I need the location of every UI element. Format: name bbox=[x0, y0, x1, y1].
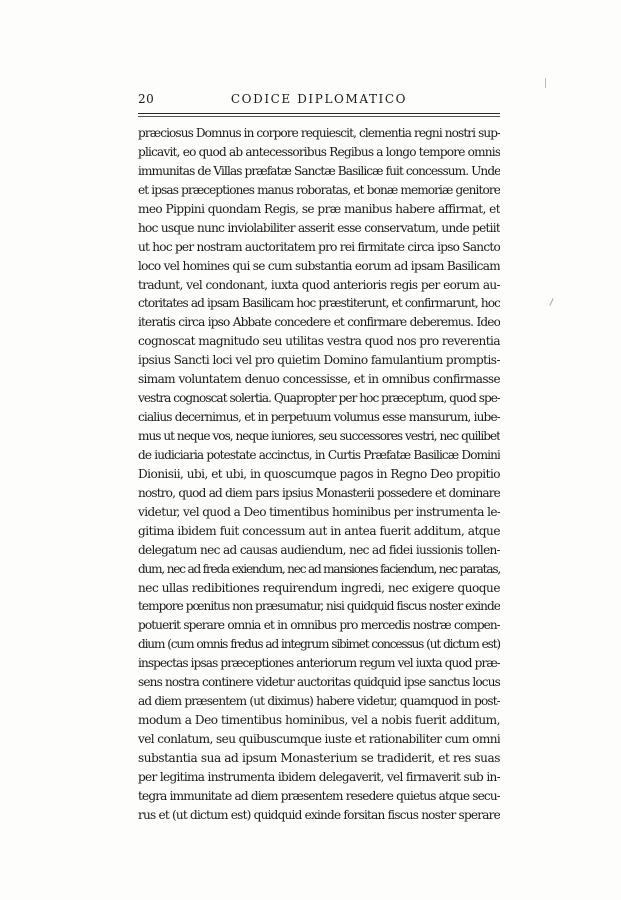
text-line: videtur, vel quod a Deo timentibus hominibus per instrumenta le- bbox=[138, 504, 500, 519]
text-line: tempore pœnitus non præsumatur, nisi quidquid fiscus noster exinde bbox=[138, 599, 500, 614]
text-line: meo Pippini quondam Regis, se præ manibus habere affirmat, et bbox=[138, 201, 500, 216]
text-line: per legitima instrumenta ibidem delegaverit, vel firmaverit sub in- bbox=[138, 769, 500, 784]
text-line: immunitas de Villas præfatæ Sanctæ Basilicæ fuit concessum. Unde bbox=[138, 163, 500, 178]
page-header bbox=[138, 92, 500, 108]
text-line: Dionisii, ubi, et ubi, in quoscumque pagos in Regno Deo propitio bbox=[138, 466, 500, 481]
text-line: ut hoc per nostram auctoritatem pro rei firmitate circa ipso Sancto bbox=[138, 239, 500, 254]
text-line: iteratis circa ipso Abbate concedere et confirmare deberemus. Ideo bbox=[138, 315, 500, 330]
text-line: loco vel homines qui se cum substantia eorum ad ipsam Basilicam bbox=[138, 258, 500, 273]
header-rule bbox=[138, 113, 500, 114]
text-line: vel conlatum, seu quibuscumque iuste et rationabiliter cum omni bbox=[138, 732, 500, 746]
text-line: inspectas ipsas præceptiones anteriorum regum vel iuxta quod præ- bbox=[138, 656, 500, 671]
text-line: tegra immunitate ad diem præsentem resedere quietus atque secu- bbox=[138, 788, 500, 803]
body-text bbox=[138, 124, 500, 825]
text-line: delegatum nec ad causas audiendum, nec ad fidei iussionis tollen- bbox=[138, 542, 500, 557]
text-line: cognoscat magnitudo seu utilitas vestra quod nos pro reverentia bbox=[138, 334, 500, 349]
text-line: cialius decernimus, et in perpetuum volumus esse mansurum, iube- bbox=[138, 410, 500, 425]
page-number: 20 bbox=[138, 92, 155, 106]
text-line: ipsius Sancti loci vel pro quietim Domino famulantium promptis- bbox=[138, 353, 500, 368]
text-line: gitima ibidem fuit concessum aut in antea fuerit additum, atque bbox=[138, 523, 500, 538]
running-title: CODICE DIPLOMATICO bbox=[230, 92, 408, 106]
text-line: substantia sua ad ipsum Monasterium se tradiderit, et res suas bbox=[138, 750, 500, 765]
header-rule-thin bbox=[138, 116, 500, 117]
text-line: simam voluntatem denuo concessisse, et in omnibus confirmasse bbox=[138, 372, 500, 387]
text-line: potuerit sperare omnia et in omnibus pro mercedis nostræ compen- bbox=[138, 618, 500, 633]
text-line: vestra cognoscat solertia. Quapropter per hoc præceptum, quod spe- bbox=[138, 391, 500, 406]
text-line: rus et (ut dictum est) quidquid exinde forsitan fiscus noster sperare bbox=[138, 807, 500, 822]
text-line: tradunt, vel condonant, iuxta quod anterioris regis per eorum au- bbox=[138, 277, 500, 292]
text-line: præciosus Domnus in corpore requiescit, clementia regni nostri sup- bbox=[138, 126, 500, 140]
paper-speck bbox=[545, 78, 546, 88]
text-line: et ipsas præceptiones manus roboratas, et bonæ memoriæ genitore bbox=[138, 182, 500, 197]
text-line: plicavit, eo quod ab antecessoribus Regibus a longo tempore omnis bbox=[138, 144, 500, 159]
text-line: de iudiciaria potestate accinctus, in Curtis Præfatæ Basilicæ Domini bbox=[138, 447, 500, 462]
text-line: mus ut neque vos, neque iuniores, seu successores vestri, nec quilibet bbox=[138, 429, 500, 443]
text-line: modum a Deo timentibus hominibus, vel a nobis fuerit additum, bbox=[138, 713, 500, 728]
text-line: ctoritates ad ipsam Basilicam hoc præstiterunt, et confirmarunt, hoc bbox=[138, 296, 500, 311]
text-line: hoc usque nunc inviolabiliter asserit esse conservatum, unde petiit bbox=[138, 220, 500, 235]
text-line: sens nostra continere videtur auctoritas quidquid ipse sanctus locus bbox=[138, 675, 500, 690]
paper-speck bbox=[549, 298, 553, 306]
text-line: nec ullas redibitiones requirendum ingredi, nec exigere quoque bbox=[138, 580, 500, 595]
text-line: nostro, quod ad diem pars ipsius Monasterii possedere et dominare bbox=[138, 485, 500, 500]
text-line: dum, nec ad freda exiendum, nec ad mansiones faciendum, nec paratas, bbox=[138, 561, 500, 576]
text-line: ad diem præsentem (ut diximus) habere videtur, quamquod in post- bbox=[138, 694, 500, 709]
text-line: dium (cum omnis fredus ad integrum sibimet concessus (ut dictum est) bbox=[138, 637, 500, 652]
